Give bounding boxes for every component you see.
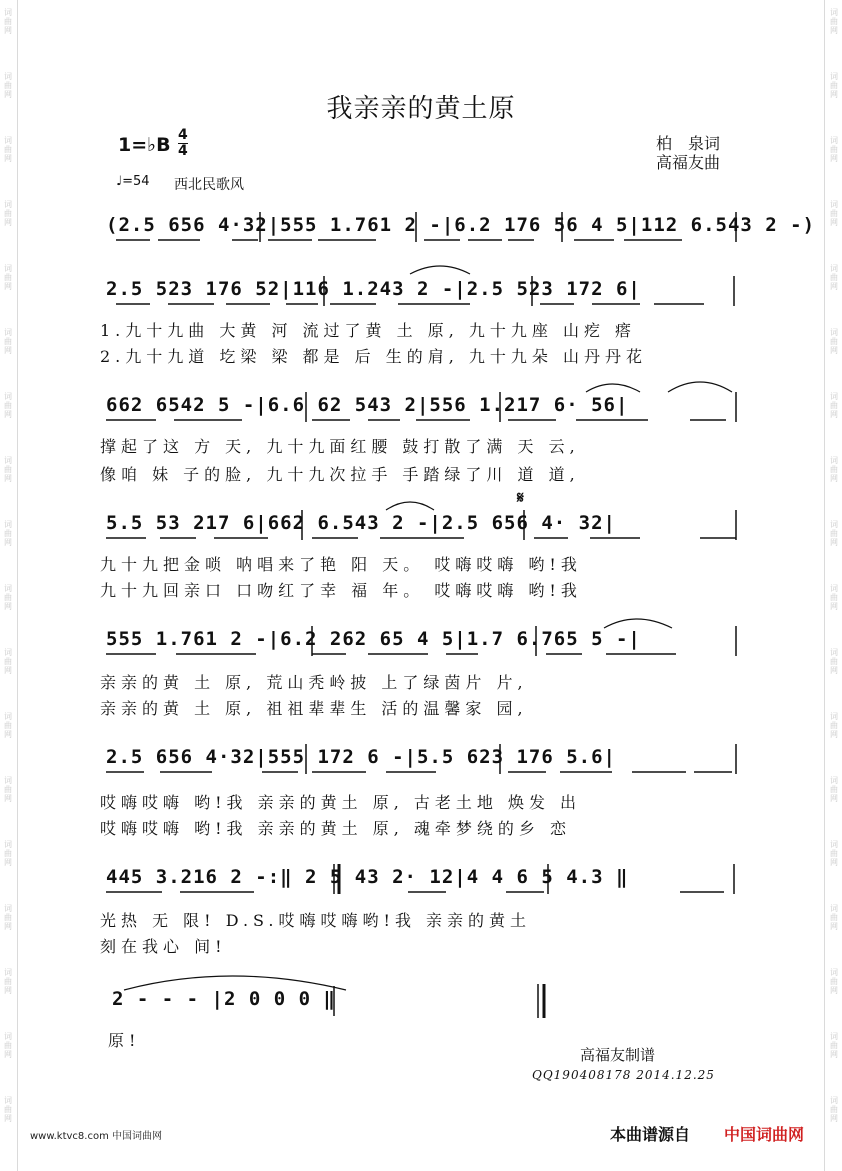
watermark-text: 词曲网 xyxy=(830,520,838,547)
beam-lines xyxy=(106,240,736,892)
watermark-text: 词曲网 xyxy=(4,392,12,419)
watermark-text: 词曲网 xyxy=(830,1096,838,1123)
footer-site-link[interactable]: www.ktvc8.com 中国词曲网 xyxy=(30,1131,163,1142)
end-barlines xyxy=(334,864,734,1018)
score-line-8: 2 - - - |2 0 0 0 ‖ xyxy=(112,988,336,1010)
lyric-line-7: 亲亲的黄 土 原, 荒山秃岭披 上了绿茵片 片, xyxy=(100,673,528,692)
watermark-text: 词曲网 xyxy=(4,200,12,227)
watermark-text: 词曲网 xyxy=(830,648,838,675)
watermark-text: 词曲网 xyxy=(4,1032,12,1059)
key-signature: 1=♭B xyxy=(118,134,171,156)
composer-credit: 高福友曲 xyxy=(656,153,721,172)
watermark-text: 词曲网 xyxy=(830,8,838,35)
footer-source-label: 本曲谱源自 xyxy=(610,1125,691,1144)
score-line-2: 2.5 523 176 52|116 1.243 2 -|2.5 523 172 6| xyxy=(106,278,641,300)
lyric-line-10: 哎嗨哎嗨 哟!我 亲亲的黄土 原, 魂牵梦绕的乡 恋 xyxy=(100,819,571,838)
barlines xyxy=(260,212,736,1016)
meter-top: 4 xyxy=(178,127,188,143)
watermark-text: 词曲网 xyxy=(4,584,12,611)
lyric-line-1: 1.九十九曲 大黄 河 流过了黄 土 原, 九十九座 山疙 瘩 xyxy=(100,321,637,340)
watermark-text: 词曲网 xyxy=(4,456,12,483)
score-line-1: (2.5 656 4·32|555 1.761 2 -|6.2 176 56 4 5|112 6.543 2 -) xyxy=(106,214,816,236)
watermark-text: 词曲网 xyxy=(4,968,12,995)
watermark-text: 词曲网 xyxy=(4,264,12,291)
lyricist-credit: 柏 泉词 xyxy=(656,134,721,153)
score-line-3: 662 6542 5 -|6.6 62 543 2|556 1.217 6· 56| xyxy=(106,394,629,416)
lyric-line-9: 哎嗨哎嗨 哟!我 亲亲的黄土 原, 古老土地 焕发 出 xyxy=(100,793,582,812)
watermark-text: 词曲网 xyxy=(4,776,12,803)
watermark-text: 词曲网 xyxy=(4,520,12,547)
watermark-text: 词曲网 xyxy=(4,328,12,355)
score-line-4: 5.5 53 217 6|662 6.543 2 -|2.5 656 4· 32| xyxy=(106,512,616,534)
score-line-5: 555 1.761 2 -|6.2 262 65 4 5|1.7 6.765 5 -| xyxy=(106,628,641,650)
score-line-6: 2.5 656 4·32|555 172 6 -|5.5 623 176 5.6| xyxy=(106,746,616,768)
tempo-marking: ♩=54 xyxy=(116,174,150,189)
slurs xyxy=(124,266,732,990)
meter-bottom: 4 xyxy=(178,143,188,159)
song-title: 我亲亲的黄土原 xyxy=(326,94,516,124)
arranger-contact: QQ190408178 2014.12.25 xyxy=(532,1068,715,1082)
lyric-line-6: 九十九回亲口 口吻红了幸 福 年。 哎嗨哎嗨 哟!我 xyxy=(100,581,582,600)
watermark-text: 词曲网 xyxy=(4,136,12,163)
watermark-text: 词曲网 xyxy=(830,392,838,419)
watermark-text: 词曲网 xyxy=(830,328,838,355)
watermark-text: 词曲网 xyxy=(4,904,12,931)
lyric-line-4: 像咱 妹 子的脸, 九十九次拉手 手踏绿了川 道 道, xyxy=(100,465,580,484)
watermark-text: 词曲网 xyxy=(830,136,838,163)
watermark-text: 词曲网 xyxy=(830,1032,838,1059)
watermark-text: 词曲网 xyxy=(830,584,838,611)
watermark-text: 词曲网 xyxy=(830,968,838,995)
footer-brand[interactable]: 中国词曲网 xyxy=(724,1125,805,1144)
lyric-line-13: 原! xyxy=(108,1031,141,1050)
watermark-text: 词曲网 xyxy=(4,8,12,35)
watermark-text: 词曲网 xyxy=(4,648,12,675)
watermark-text: 词曲网 xyxy=(830,840,838,867)
watermark-text: 词曲网 xyxy=(4,712,12,739)
watermark-text: 词曲网 xyxy=(4,840,12,867)
lyric-line-11: 光热 无 限! D.S.哎嗨哎嗨哟!我 亲亲的黄土 xyxy=(100,911,532,930)
lyric-line-2: 2.九十九道 圪梁 梁 都是 后 生的肩, 九十九朵 山丹丹花 xyxy=(100,347,647,366)
score-line-7: 445 3.216 2 -:‖ 2 5 43 2· 12|4 4 6 5 4.3 ‖ xyxy=(106,866,629,888)
lyric-line-5: 九十九把金唢 呐唱来了艳 阳 天。 哎嗨哎嗨 哟!我 xyxy=(100,555,582,574)
lyric-line-12: 刻在我心 间! xyxy=(100,937,227,956)
watermark-text: 词曲网 xyxy=(830,776,838,803)
arranger-credit: 高福友制谱 xyxy=(580,1046,656,1064)
lyric-line-3: 撑起了这 方 天, 九十九面红腰 鼓打散了满 天 云, xyxy=(100,437,580,456)
watermark-text: 词曲网 xyxy=(4,72,12,99)
segno-sign: 𝄋 xyxy=(517,488,524,507)
watermark-text: 词曲网 xyxy=(830,456,838,483)
watermark-text: 词曲网 xyxy=(830,712,838,739)
watermark-text: 词曲网 xyxy=(830,904,838,931)
style-marking: 西北民歌风 xyxy=(174,177,244,193)
watermark-text: 词曲网 xyxy=(830,264,838,291)
watermark-text: 词曲网 xyxy=(830,72,838,99)
watermark-text: 词曲网 xyxy=(830,200,838,227)
watermark-text: 词曲网 xyxy=(4,1096,12,1123)
lyric-line-8: 亲亲的黄 土 原, 祖祖辈辈生 活的温馨家 园, xyxy=(100,699,528,718)
